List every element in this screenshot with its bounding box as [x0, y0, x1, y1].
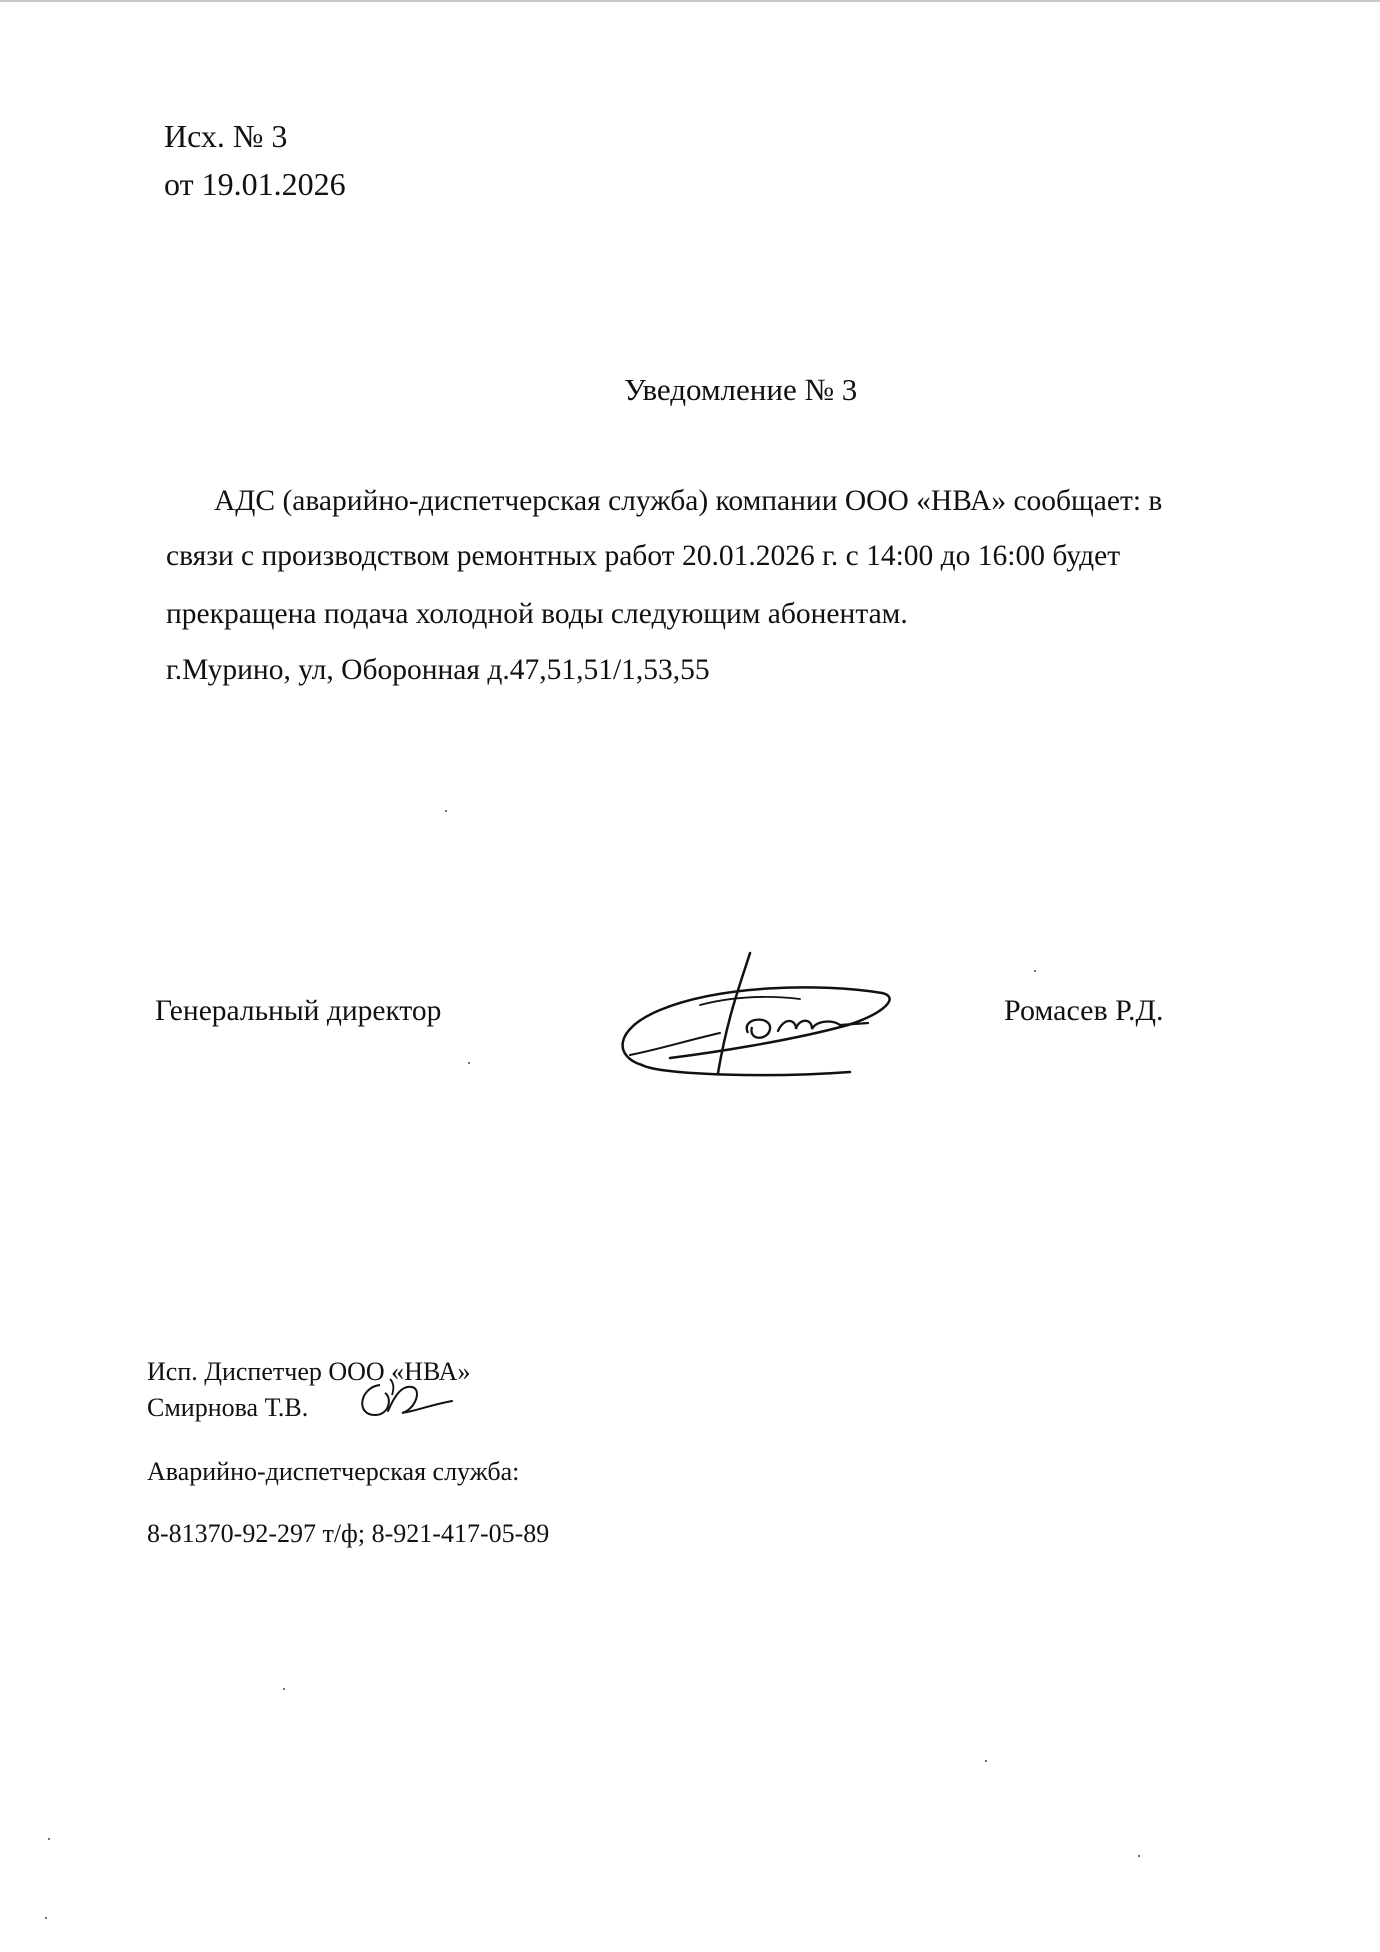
- scan-speck: [985, 1760, 987, 1762]
- scan-speck: [1034, 970, 1036, 972]
- scan-speck: [48, 1838, 50, 1840]
- address-line: г.Мурино, ул, Оборонная д.47,51,51/1,53,55: [166, 654, 710, 686]
- body-line-3: прекращена подача холодной воды следующим абонентам.: [166, 598, 908, 630]
- scan-speck: [1138, 1855, 1140, 1857]
- body-line-1: АДС (аварийно-диспетчерская служба) компании ООО «НВА» сообщает: в: [214, 485, 1163, 517]
- outgoing-number: Исх. № 3: [164, 118, 288, 154]
- body-line-2: связи с производством ремонтных работ 20.01.2026 г. с 14:00 до 16:00 будет: [166, 540, 1121, 572]
- phone-numbers: 8-81370-92-297 т/ф; 8-921-417-05-89: [147, 1519, 550, 1548]
- document-title: Уведомление № 3: [624, 372, 858, 407]
- director-signature: [600, 945, 900, 1085]
- scan-speck: [283, 1688, 285, 1690]
- scan-speck: [45, 1917, 47, 1919]
- executor-name: Смирнова Т.В.: [147, 1393, 309, 1422]
- outgoing-date: от 19.01.2026: [164, 166, 346, 202]
- executor-line: Исп. Диспетчер ООО «НВА»: [147, 1357, 471, 1386]
- service-label: Аварийно-диспетчерская служба:: [147, 1457, 520, 1486]
- scan-speck: [468, 1062, 470, 1064]
- scan-speck: [445, 810, 447, 812]
- signatory-position: Генеральный директор: [155, 995, 442, 1027]
- signatory-name: Ромасев Р.Д.: [1004, 994, 1164, 1027]
- executor-signature: [350, 1375, 455, 1425]
- scan-edge: [0, 0, 1380, 2]
